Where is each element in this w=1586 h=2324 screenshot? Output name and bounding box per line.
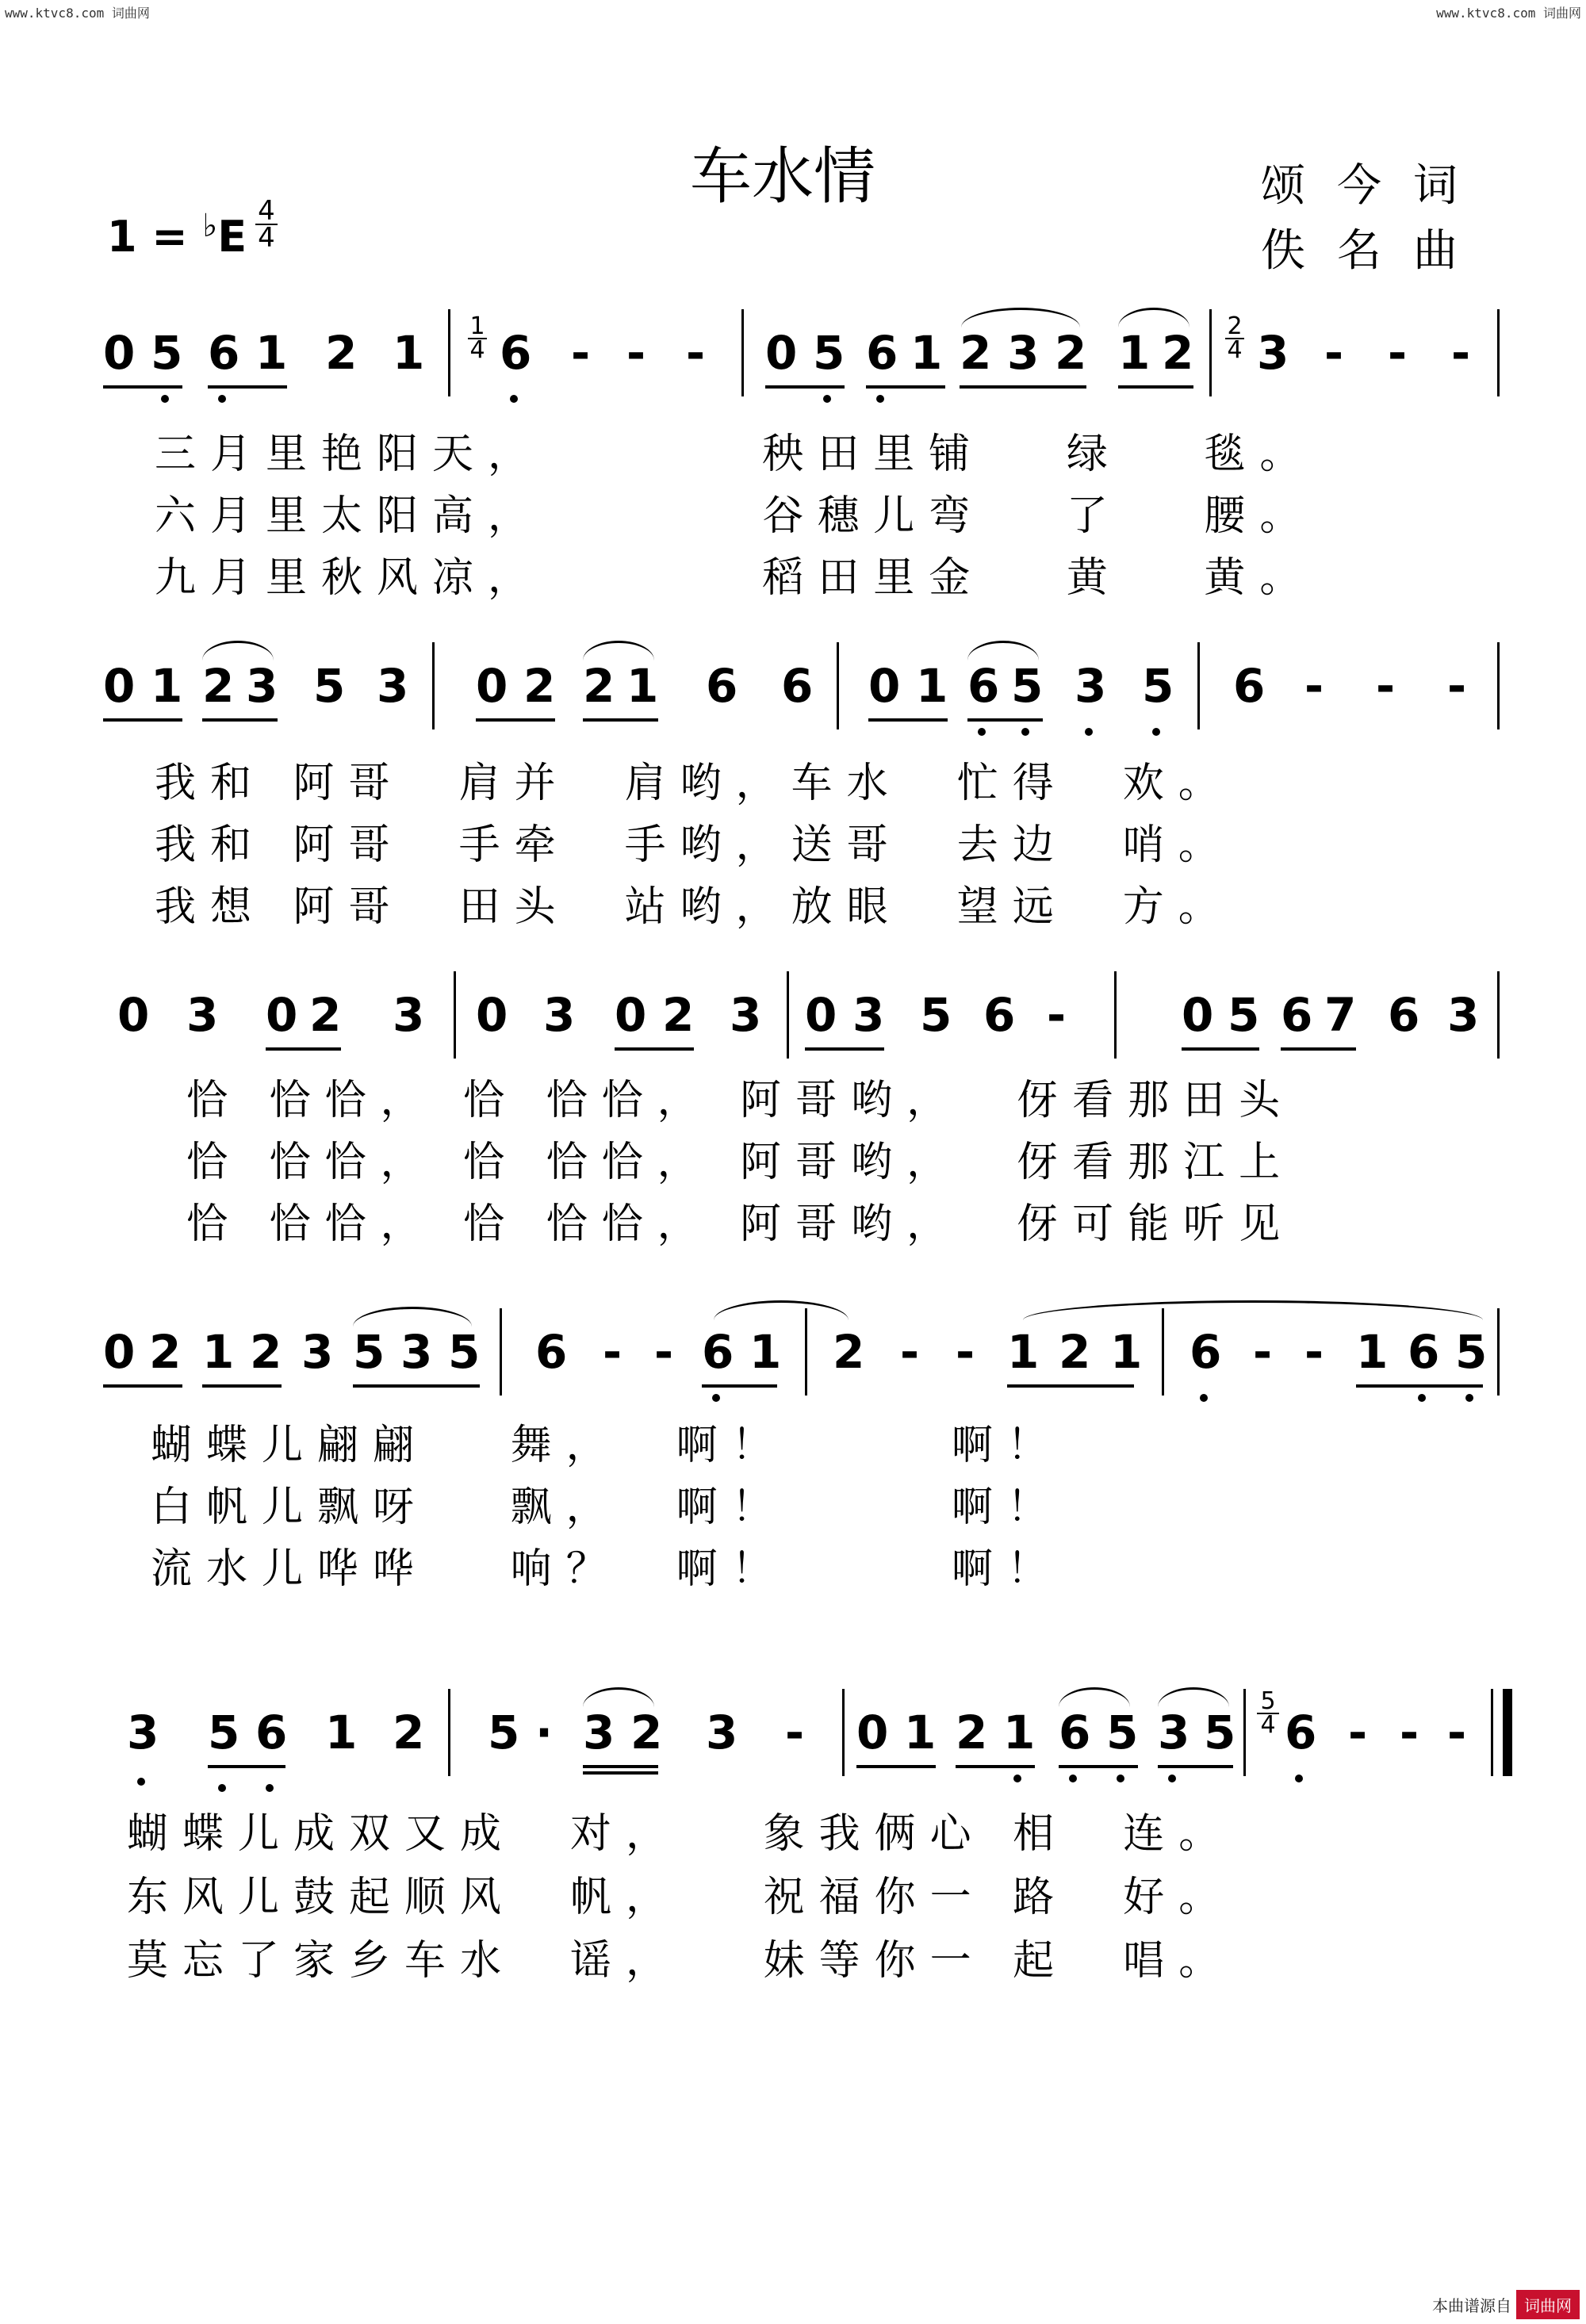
note: - <box>1400 1706 1419 1759</box>
underline <box>208 1765 285 1768</box>
barline <box>448 1689 450 1776</box>
lyric-line: 恰 恰恰， 恰 恰恰， 阿哥哟， 伢看那江上 <box>186 1139 1295 1186</box>
barline <box>1114 971 1117 1059</box>
note: 6 <box>967 659 1000 713</box>
underline <box>1356 1384 1483 1388</box>
song-title: 车水情 <box>690 141 876 212</box>
underline <box>765 385 845 389</box>
note: 1 <box>202 1325 235 1379</box>
underline <box>1281 1047 1356 1051</box>
low-dot <box>1069 1775 1077 1782</box>
note: 1 <box>151 659 183 713</box>
note: 1 <box>393 326 425 380</box>
underline <box>266 1047 341 1051</box>
note: 1 <box>749 1325 782 1379</box>
barline <box>1497 1308 1500 1396</box>
slur <box>583 641 654 660</box>
note: 0 <box>765 326 798 380</box>
note: 5 <box>488 1706 520 1759</box>
low-dot <box>218 395 226 403</box>
note: 1 <box>626 659 659 713</box>
note: 2 <box>250 1325 282 1379</box>
lyric-line: 东风儿鼓起顺风 帆， 祝福你一 路 好。 <box>127 1874 1235 1921</box>
low-dot <box>1085 728 1093 736</box>
note: 1 <box>1003 1706 1036 1759</box>
note: 0 <box>476 659 508 713</box>
note: 1 <box>1110 1325 1143 1379</box>
note: 5 <box>1106 1706 1139 1759</box>
note: 3 <box>246 659 278 713</box>
note: 5 <box>1142 659 1174 713</box>
note: 6 <box>1233 659 1266 713</box>
note: 6 <box>535 1325 568 1379</box>
note: 0 <box>117 988 150 1042</box>
underline <box>702 1384 777 1388</box>
low-dot <box>1295 1775 1303 1782</box>
time-change: 1 4 <box>468 316 487 362</box>
site-watermark-left[interactable]: www.ktvc8.com 词曲网 <box>5 6 150 21</box>
note: 3 <box>1075 659 1107 713</box>
lyric-line: 恰 恰恰， 恰 恰恰， 阿哥哟， 伢可能听见 <box>186 1200 1295 1248</box>
key-letter: E <box>217 212 247 262</box>
low-dot <box>1013 1775 1021 1782</box>
slur <box>1059 1687 1130 1707</box>
note: 2 <box>662 988 695 1042</box>
note: 0 <box>868 659 901 713</box>
lyric-line: 流水儿哗哗 响？ 啊！ 啊！ <box>151 1545 1063 1593</box>
underline <box>103 718 182 722</box>
note: 3 <box>1158 1706 1190 1759</box>
note: - <box>603 1325 623 1379</box>
note: 6 <box>702 1325 734 1379</box>
time-signature <box>255 195 278 254</box>
underline <box>202 1384 282 1388</box>
final-barline-thick <box>1503 1689 1512 1776</box>
final-barline-thin <box>1491 1689 1493 1776</box>
low-dot <box>1021 728 1029 736</box>
source-text: 本曲谱源自 <box>1432 2296 1511 2315</box>
lyric-line: 六月里太阳高， 谷穗儿弯 了 腰。 <box>155 492 1316 540</box>
low-dot <box>1465 1394 1473 1402</box>
note: 6 <box>1408 1325 1440 1379</box>
barline <box>805 1308 807 1396</box>
note: 3 <box>393 988 425 1042</box>
time-sig-den: 4 <box>258 222 275 254</box>
note: 5 <box>1204 1706 1236 1759</box>
note: 0 <box>805 988 837 1042</box>
barline <box>1243 1689 1246 1776</box>
slur <box>353 1307 472 1327</box>
underline <box>960 385 1086 389</box>
note: - <box>1447 659 1467 713</box>
note: 1 <box>255 326 288 380</box>
note: 3 <box>730 988 762 1042</box>
barline <box>454 971 456 1059</box>
note: 3 <box>400 1325 433 1379</box>
slur <box>1158 1687 1229 1707</box>
underline <box>1158 1765 1233 1768</box>
key-signature <box>107 208 247 262</box>
note: 6 <box>781 659 814 713</box>
note: 3 <box>1007 326 1040 380</box>
note: - <box>1253 1325 1273 1379</box>
staff-row-5 <box>0 1687 1586 1800</box>
low-dot <box>510 395 518 403</box>
slur <box>1118 308 1190 327</box>
lyric-line: 我和 阿哥 手牵 手哟，送哥 去边 哨。 <box>155 821 1234 869</box>
note: 6 <box>1059 1706 1091 1759</box>
low-dot <box>137 1778 145 1786</box>
note: 2 <box>1059 1325 1091 1379</box>
lyric-line: 恰 恰恰， 恰 恰恰， 阿哥哟， 伢看那田头 <box>186 1077 1295 1124</box>
note: 3 <box>377 659 409 713</box>
note: - <box>1304 659 1324 713</box>
note: 6 <box>1388 988 1420 1042</box>
note: 0 <box>266 988 298 1042</box>
underline <box>967 718 1043 722</box>
note: 1 <box>910 326 943 380</box>
barline <box>1209 309 1212 396</box>
note: 3 <box>852 988 885 1042</box>
note: 1 <box>325 1706 358 1759</box>
note: 0 <box>615 988 647 1042</box>
underline <box>1059 1765 1138 1768</box>
slur <box>961 308 1080 327</box>
note: 1 <box>904 1706 937 1759</box>
note: - <box>686 326 706 380</box>
low-dot <box>1152 728 1160 736</box>
slur <box>1023 1300 1483 1320</box>
lyricist-credit: 颂今词 <box>1261 160 1489 212</box>
low-dot <box>1418 1394 1426 1402</box>
footer-credit <box>1432 2290 1580 2319</box>
note: 5 <box>813 326 845 380</box>
time-sig-num: 4 <box>255 198 278 225</box>
low-dot <box>712 1394 720 1402</box>
staff-row-1 <box>0 312 1586 420</box>
underline <box>1182 1047 1259 1051</box>
note: 1 <box>1118 326 1151 380</box>
underline <box>868 718 948 722</box>
note: 1 <box>1007 1325 1040 1379</box>
barline <box>1497 642 1500 729</box>
low-dot <box>1168 1775 1176 1782</box>
underline <box>476 718 555 722</box>
composer-credit: 佚名曲 <box>1261 225 1489 277</box>
low-dot <box>161 395 169 403</box>
note: - <box>1304 1325 1324 1379</box>
barline <box>500 1308 502 1396</box>
note: 3 <box>127 1706 159 1759</box>
note: 5 <box>448 1325 481 1379</box>
note: 6 <box>255 1706 288 1759</box>
note: 1 <box>1356 1325 1389 1379</box>
note: 5 <box>151 326 183 380</box>
slur <box>202 641 274 660</box>
low-dot <box>1200 1394 1208 1402</box>
underline <box>1118 385 1193 389</box>
barline <box>1162 1308 1164 1396</box>
note: 5 <box>353 1325 385 1379</box>
note: 2 <box>1162 326 1194 380</box>
underline <box>202 718 278 722</box>
barline <box>1497 309 1500 396</box>
note: 6 <box>500 326 532 380</box>
barline <box>1497 971 1500 1059</box>
note: - <box>1388 326 1408 380</box>
note: - <box>956 1325 975 1379</box>
note: 2 <box>630 1706 663 1759</box>
lyric-line: 蝴蝶儿成双又成 对， 象我俩心 相 连。 <box>127 1810 1235 1858</box>
note: 6 <box>1281 988 1313 1042</box>
note: - <box>1348 1706 1368 1759</box>
lyric-line: 蝴蝶儿翩翩 舞， 啊！ 啊！ <box>151 1422 1063 1469</box>
note: - <box>654 1325 674 1379</box>
note: - <box>900 1325 920 1379</box>
note: 0 <box>1182 988 1214 1042</box>
note: 5 <box>920 988 952 1042</box>
key-prefix: 1 = <box>107 212 203 262</box>
low-dot <box>978 728 986 736</box>
note: 2 <box>325 326 358 380</box>
note: 2 <box>960 326 992 380</box>
underline <box>1007 1384 1134 1388</box>
note: - <box>626 326 646 380</box>
underline <box>208 385 287 389</box>
low-dot <box>266 1784 274 1792</box>
underline <box>866 385 945 389</box>
note: 6 <box>1190 1325 1222 1379</box>
barline <box>741 309 744 396</box>
underline <box>856 1765 936 1768</box>
note: 2 <box>1055 326 1087 380</box>
underline <box>353 1384 480 1388</box>
note: 6 <box>706 659 738 713</box>
note: 3 <box>583 1706 615 1759</box>
lyric-line: 九月里秋风凉， 稻田里金 黄 黄。 <box>155 554 1316 602</box>
note: 2 <box>956 1706 988 1759</box>
note: 6 <box>208 326 240 380</box>
flat-sign: ♭ <box>202 208 218 244</box>
note: - <box>1376 659 1396 713</box>
underline <box>615 1047 694 1051</box>
underline <box>956 1765 1035 1768</box>
staff-row-2 <box>0 658 1586 753</box>
note: · <box>535 1706 554 1759</box>
underline <box>103 1384 182 1388</box>
underline <box>583 718 658 722</box>
lyric-line: 莫忘了家乡车水 谣， 妹等你一 起 唱。 <box>127 1937 1235 1985</box>
barline <box>1197 642 1200 729</box>
note: 6 <box>1285 1706 1317 1759</box>
lyric-line: 我想 阿哥 田头 站哟，放眼 望远 方。 <box>155 883 1234 931</box>
note: 5 <box>1011 659 1044 713</box>
note: 0 <box>103 326 136 380</box>
note: - <box>571 326 591 380</box>
note: 2 <box>149 1325 182 1379</box>
time-change: 2 4 <box>1225 316 1244 362</box>
note: 5 <box>1228 988 1260 1042</box>
note: 3 <box>186 988 219 1042</box>
note: 2 <box>202 659 235 713</box>
underline <box>103 385 182 389</box>
note: 3 <box>301 1325 334 1379</box>
note: 2 <box>583 659 615 713</box>
underline <box>805 1047 884 1051</box>
low-dot <box>823 395 831 403</box>
note: 3 <box>1257 326 1289 380</box>
note: 0 <box>476 988 508 1042</box>
staff-row-4 <box>0 1324 1586 1419</box>
lyric-line: 我和 阿哥 肩并 肩哟，车水 忙得 欢。 <box>155 760 1234 807</box>
slur <box>967 641 1039 660</box>
note: 5 <box>208 1706 240 1759</box>
double-underline <box>583 1771 658 1775</box>
note: - <box>1047 988 1067 1042</box>
barline <box>837 642 839 729</box>
note: 2 <box>393 1706 425 1759</box>
brand-badge[interactable]: 词曲网 <box>1516 2290 1580 2319</box>
note: 6 <box>983 988 1016 1042</box>
note: - <box>1447 1706 1467 1759</box>
note: 2 <box>833 1325 865 1379</box>
note: 2 <box>523 659 556 713</box>
note: - <box>1451 326 1471 380</box>
note: 7 <box>1324 988 1357 1042</box>
low-dot <box>218 1784 226 1792</box>
barline <box>448 309 450 396</box>
barline <box>432 642 435 729</box>
note: 3 <box>543 988 576 1042</box>
underline <box>583 1765 658 1768</box>
lyric-line: 白帆儿飘呀 飘， 啊！ 啊！ <box>151 1484 1063 1531</box>
barline <box>842 1689 845 1776</box>
note: 1 <box>916 659 948 713</box>
note: - <box>1324 326 1344 380</box>
low-dot <box>876 395 884 403</box>
time-change: 5 4 <box>1257 1690 1279 1736</box>
barline <box>787 971 789 1059</box>
low-dot <box>1117 1775 1124 1782</box>
note: 2 <box>309 988 342 1042</box>
note: 0 <box>856 1706 889 1759</box>
lyric-line: 三月里艳阳天， 秧田里铺 绿 毯。 <box>155 431 1316 478</box>
note: 5 <box>313 659 346 713</box>
note: 5 <box>1455 1325 1488 1379</box>
slur <box>583 1687 654 1707</box>
note: 0 <box>103 659 136 713</box>
note: - <box>785 1706 805 1759</box>
slur <box>714 1300 849 1320</box>
note: 3 <box>706 1706 738 1759</box>
site-watermark-right[interactable]: www.ktvc8.com 词曲网 <box>1436 6 1581 21</box>
note: 0 <box>103 1325 136 1379</box>
note: 3 <box>1447 988 1480 1042</box>
note: 6 <box>866 326 898 380</box>
